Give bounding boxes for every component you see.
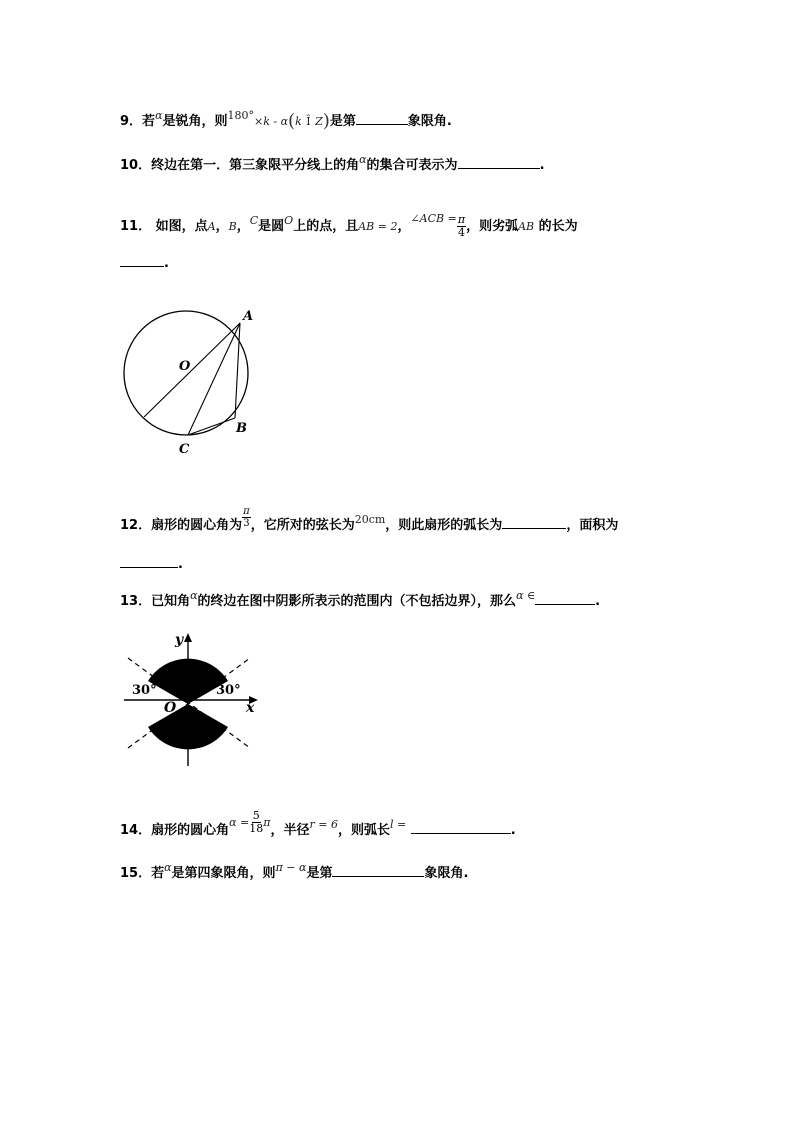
question-12-line-2 bbox=[120, 555, 183, 574]
q9-Z: Z bbox=[315, 115, 323, 128]
label-x: x bbox=[246, 700, 255, 716]
q13-text-2: 的终边在图中阴影所表示的范围内（不包括边界），那么 bbox=[197, 594, 517, 609]
q9-answer-blank[interactable] bbox=[356, 112, 408, 125]
label-A: A bbox=[243, 309, 254, 324]
q13-sector-figure bbox=[118, 628, 268, 770]
q12-text-2: ，它所对的弦长为 bbox=[250, 518, 355, 533]
q9-alpha: α bbox=[155, 109, 163, 122]
q14-number: 14． bbox=[120, 823, 152, 838]
q14-radius: r = 6 bbox=[309, 818, 338, 831]
q9-text-4: 象限角. bbox=[407, 114, 452, 129]
chord-AC bbox=[188, 323, 240, 435]
q11-number: 11． bbox=[120, 219, 152, 234]
q11-text-2: 是圆 bbox=[258, 219, 285, 234]
q10-alpha: α bbox=[359, 153, 367, 166]
q15-expr: π − α bbox=[275, 861, 307, 874]
label-30-right: 30° bbox=[216, 683, 241, 698]
q9-number: 9． bbox=[120, 114, 143, 129]
q12-chord: 20cm bbox=[354, 513, 386, 526]
q14-five-eighteenths: $\frac{5}{18}$ bbox=[249, 809, 264, 835]
question-11 bbox=[120, 214, 578, 239]
q11-text-3: 上的点，且 bbox=[293, 219, 359, 234]
q12-arc-blank[interactable] bbox=[502, 516, 566, 529]
label-O: O bbox=[179, 359, 191, 374]
q11-text-4: ， bbox=[397, 219, 411, 234]
q10-text-1: 终边在第一．第三象限平分线上的角 bbox=[151, 158, 360, 173]
q10-text-3: . bbox=[539, 158, 545, 173]
q14-pi: π bbox=[263, 816, 271, 829]
q10-number: 10． bbox=[120, 158, 152, 173]
q14-text-1: 扇形的圆心角 bbox=[151, 823, 230, 838]
q13-answer-blank[interactable] bbox=[535, 592, 595, 605]
label-O: O bbox=[164, 700, 177, 716]
diameter-line bbox=[144, 323, 240, 417]
question-14 bbox=[120, 809, 516, 843]
question-11-line-2 bbox=[120, 254, 169, 273]
q13-text-3: . bbox=[595, 594, 601, 609]
q12-text-1: 扇形的圆心角为 bbox=[151, 518, 243, 533]
q12-text-4: ，面积为 bbox=[566, 518, 619, 533]
question-9: 9．若$^\alpha$是锐角，则$^{180^\circ}$×k - α(k Î Z)是第 象限角. bbox=[120, 109, 452, 132]
q11-text-6: 的长为 bbox=[538, 219, 578, 234]
q9-text-3: 是第 bbox=[329, 114, 356, 129]
label-B: B bbox=[236, 421, 247, 436]
q12-pi-over-3: $\frac{\pi}{3}$ bbox=[243, 506, 250, 529]
question-13 bbox=[120, 589, 601, 611]
q12-number: 12． bbox=[120, 518, 152, 533]
q14-answer-blank[interactable] bbox=[411, 821, 511, 834]
q14-alpha-eq: α = bbox=[229, 816, 250, 829]
q11-B: B bbox=[228, 220, 237, 233]
q15-number: 15． bbox=[120, 866, 152, 881]
question-12 bbox=[120, 506, 619, 537]
q11-angle: ∠ACB = bbox=[410, 212, 457, 225]
q15-text-4: 象限角. bbox=[424, 866, 469, 881]
q15-text-2: 是第四象限角，则 bbox=[171, 866, 276, 881]
q11-O: O bbox=[284, 214, 294, 227]
q15-text-3: 是第 bbox=[306, 866, 333, 881]
q12-text-5: . bbox=[178, 557, 183, 572]
q14-text-3: ，则弧长 bbox=[337, 823, 390, 838]
q11-eq: AB = 2 bbox=[358, 220, 398, 233]
q9-expr-rest: ×k - α bbox=[254, 115, 289, 128]
q14-l: l = bbox=[390, 818, 407, 831]
q11-text-5: ，则劣弧 bbox=[466, 219, 519, 234]
q12-area-blank[interactable] bbox=[120, 555, 178, 568]
q9-elem-symbol: Î bbox=[306, 115, 311, 128]
q11-arc: AB bbox=[518, 220, 535, 233]
q13-alpha-in: α ∈ bbox=[516, 589, 536, 602]
label-30-left: 30° bbox=[132, 683, 157, 698]
q11-A: A bbox=[207, 220, 216, 233]
q14-text-2: ，半径 bbox=[270, 823, 310, 838]
q13-number: 13． bbox=[120, 594, 152, 609]
q11-C: C bbox=[249, 214, 259, 227]
q15-text-1: 若 bbox=[151, 866, 165, 881]
label-C: C bbox=[179, 442, 190, 457]
q11-text-7: . bbox=[164, 256, 169, 271]
q14-text-4: . bbox=[510, 823, 516, 838]
q10-text-2: 的集合可表示为 bbox=[366, 158, 458, 173]
q9-text-1: 若 bbox=[142, 114, 156, 129]
q12-text-3: ，则此扇形的弧长为 bbox=[385, 518, 503, 533]
q11-answer-blank[interactable] bbox=[120, 254, 164, 267]
question-15 bbox=[120, 861, 469, 883]
q13-alpha: α bbox=[190, 589, 198, 602]
q15-alpha: α bbox=[164, 861, 172, 874]
q11-sep-1: ， bbox=[215, 219, 229, 234]
q9-expr-deg: 180° bbox=[227, 109, 255, 122]
q11-pi-over-4: $\frac{\pi}{4}$ bbox=[457, 213, 466, 239]
y-axis-arrow bbox=[184, 633, 192, 642]
q11-circle-figure bbox=[118, 300, 278, 462]
q11-text-1: 如图，点 bbox=[155, 219, 208, 234]
q9-text-2: 是锐角，则 bbox=[162, 114, 228, 129]
q11-sep-2: ， bbox=[236, 219, 250, 234]
q9-k: k bbox=[295, 115, 302, 128]
q15-answer-blank[interactable] bbox=[332, 864, 424, 877]
q10-answer-blank[interactable] bbox=[458, 156, 540, 169]
question-10 bbox=[120, 153, 545, 175]
label-y: y bbox=[175, 632, 184, 648]
q13-text-1: 已知角 bbox=[151, 594, 191, 609]
